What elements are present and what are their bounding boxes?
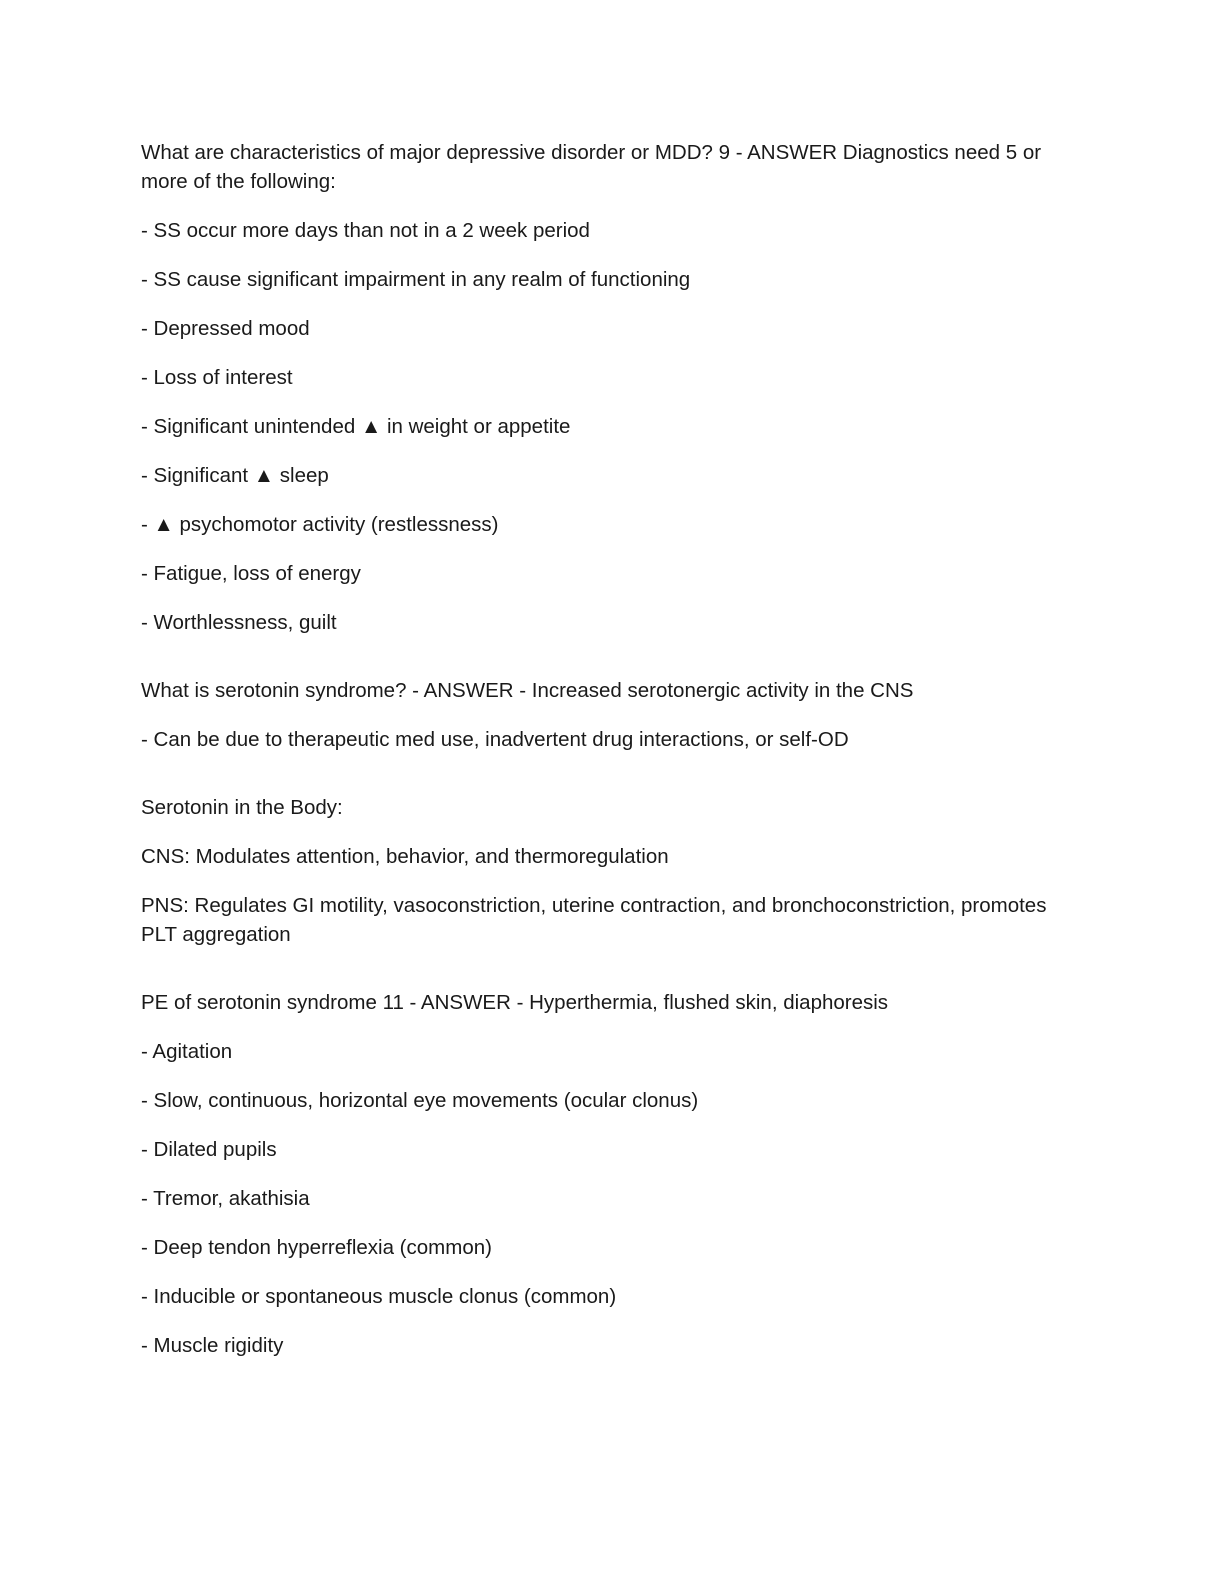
pns-line: PNS: Regulates GI motility, vasoconstriction, uterine contraction, and bronchoconstriction, promotes PLT aggregation (141, 894, 1047, 946)
list-item: - Loss of interest (141, 366, 293, 389)
list-item: - Significant unintended ▲ in weight or appetite (141, 415, 571, 438)
list-item: - Worthlessness, guilt (141, 611, 337, 634)
list-item: - Muscle rigidity (141, 1334, 284, 1357)
list-item: - Agitation (141, 1040, 233, 1063)
serotonin-body-heading: Serotonin in the Body: (141, 796, 343, 819)
document-page (141, 138, 1071, 1360)
serotonin-body-section (141, 793, 1071, 949)
list-item: - Significant ▲ sleep (141, 464, 329, 487)
pe-serotonin-section (141, 988, 1071, 1360)
list-item: - SS cause significant impairment in any realm of functioning (141, 268, 691, 291)
serotonin-syndrome-section (141, 676, 1071, 754)
cns-line: CNS: Modulates attention, behavior, and thermoregulation (141, 845, 669, 868)
mdd-question: What are characteristics of major depressive disorder or MDD? 9 - ANSWER Diagnostics need 5 or more of the following: (141, 141, 1042, 193)
list-item: - Inducible or spontaneous muscle clonus (common) (141, 1285, 617, 1308)
mdd-section (141, 138, 1071, 637)
list-item: - Slow, continuous, horizontal eye movements (ocular clonus) (141, 1089, 699, 1112)
list-item: - Fatigue, loss of energy (141, 562, 361, 585)
list-item: - ▲ psychomotor activity (restlessness) (141, 513, 499, 536)
list-item: - Dilated pupils (141, 1138, 277, 1161)
list-item: - Tremor, akathisia (141, 1187, 310, 1210)
pe-serotonin-question: PE of serotonin syndrome 11 - ANSWER - Hyperthermia, flushed skin, diaphoresis (141, 991, 889, 1014)
list-item: - SS occur more days than not in a 2 week period (141, 219, 590, 242)
serotonin-syndrome-question: What is serotonin syndrome? - ANSWER - Increased serotonergic activity in the CNS (141, 679, 914, 702)
list-item: - Deep tendon hyperreflexia (common) (141, 1236, 492, 1259)
list-item: - Can be due to therapeutic med use, inadvertent drug interactions, or self-OD (141, 728, 849, 751)
list-item: - Depressed mood (141, 317, 310, 340)
